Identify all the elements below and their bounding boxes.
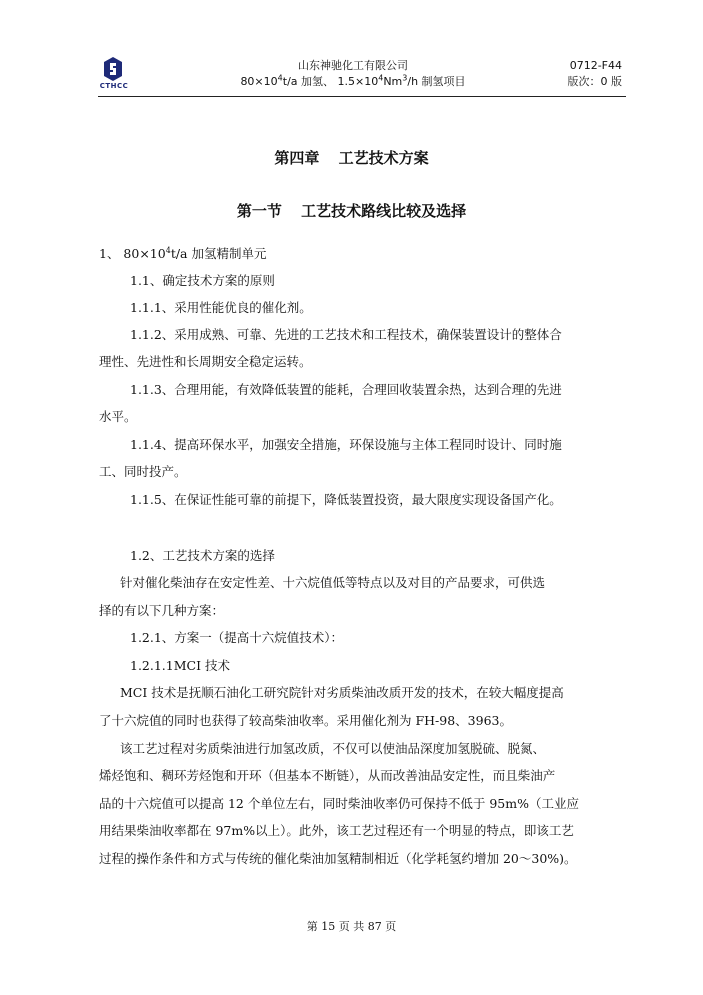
para-1-1-1: 1.1.1、采用性能优良的催化剂。	[130, 300, 312, 315]
page-number: 第 15 页 共 87 页	[306, 920, 397, 933]
para-1-1-5: 1.1.5、在保证性能可靠的前提下，降低装置投资，最大限度实现设备国产化。	[130, 492, 562, 507]
chapter-title: 第四章 工艺技术方案	[274, 149, 429, 167]
para-1-1-4: 1.1.4、提高环保水平，加强安全措施，环保设施与主体工程同时设计、同时施	[130, 437, 562, 452]
section-title: 第一节 工艺技术路线比较及选择	[236, 202, 467, 220]
doc-version: 版次：0 版	[567, 75, 622, 88]
para-1-1-3-cont: 水平。	[99, 409, 137, 424]
para-1-1-4-cont: 工、同时投产。	[99, 464, 187, 479]
logo-text: CTHCC	[99, 82, 129, 90]
para-1-1-3: 1.1.3、合理用能，有效降低装置的能耗，合理回收装置余热，达到合理的先进	[130, 382, 562, 397]
subheading-1-1: 1.1、确定技术方案的原则	[130, 273, 275, 288]
para-1-1-2: 1.1.2、采用成熟、可靠、先进的工艺技术和工程技术，确保装置设计的整体合	[130, 327, 562, 342]
subheading-1-2: 1.2、工艺技术方案的选择	[130, 548, 275, 563]
heading-unit-1: 1、 $80\times 10^4t/a$ 加氢精制单元	[99, 245, 267, 261]
para-1-1-2-cont: 理性、先进性和长周期安全稳定运转。	[99, 354, 312, 369]
para-process-4: 用结果柴油收率都在 97m%以上）。此外，该工艺过程还有一个明显的特点，即该工艺	[99, 823, 574, 838]
project-name: $80\times 10^4t/a$ 加氢、 $1.5\times 10^4Nm^3/h$ 制氢项目	[240, 73, 466, 88]
doc-code: 0712-F44	[569, 59, 622, 72]
subheading-1-2-1-1: 1.2.1.1MCI 技术	[130, 658, 231, 673]
para-1-2: 针对催化柴油存在安定性差、十六烷值低等特点以及对目的产品要求，可供选	[120, 575, 546, 590]
company-logo-icon	[104, 57, 122, 81]
para-process-1: 该工艺过程对劣质柴油进行加氢改质，不仅可以使油品深度加氢脱硫、脱氮、	[120, 741, 546, 756]
para-mci-1: MCI 技术是抚顺石油化工研究院针对劣质柴油改质开发的技术，在较大幅度提高	[120, 685, 564, 700]
para-process-2: 烯烃饱和、稠环芳烃饱和开环（但基本不断链），从而改善油品安定性，而且柴油产	[99, 768, 556, 783]
para-process-5: 过程的操作条件和方式与传统的催化柴油加氢精制相近（化学耗氢约增加 20～30%)。	[99, 851, 577, 866]
subheading-1-2-1: 1.2.1、方案一（提高十六烷值技术）：	[130, 630, 344, 645]
company-logo	[98, 56, 128, 96]
para-process-3: 品的十六烷值可以提高 12 个单位左右，同时柴油收率仍可保持不低于 95m%（工业应	[99, 796, 579, 811]
company-name: 山东神驰化工有限公司	[298, 59, 408, 72]
para-mci-2: 了十六烷值的同时也获得了较高柴油收率。采用催化剂为 FH-98、3963。	[99, 713, 512, 728]
para-1-2-cont: 择的有以下几种方案：	[99, 603, 225, 618]
page-header	[98, 56, 626, 97]
